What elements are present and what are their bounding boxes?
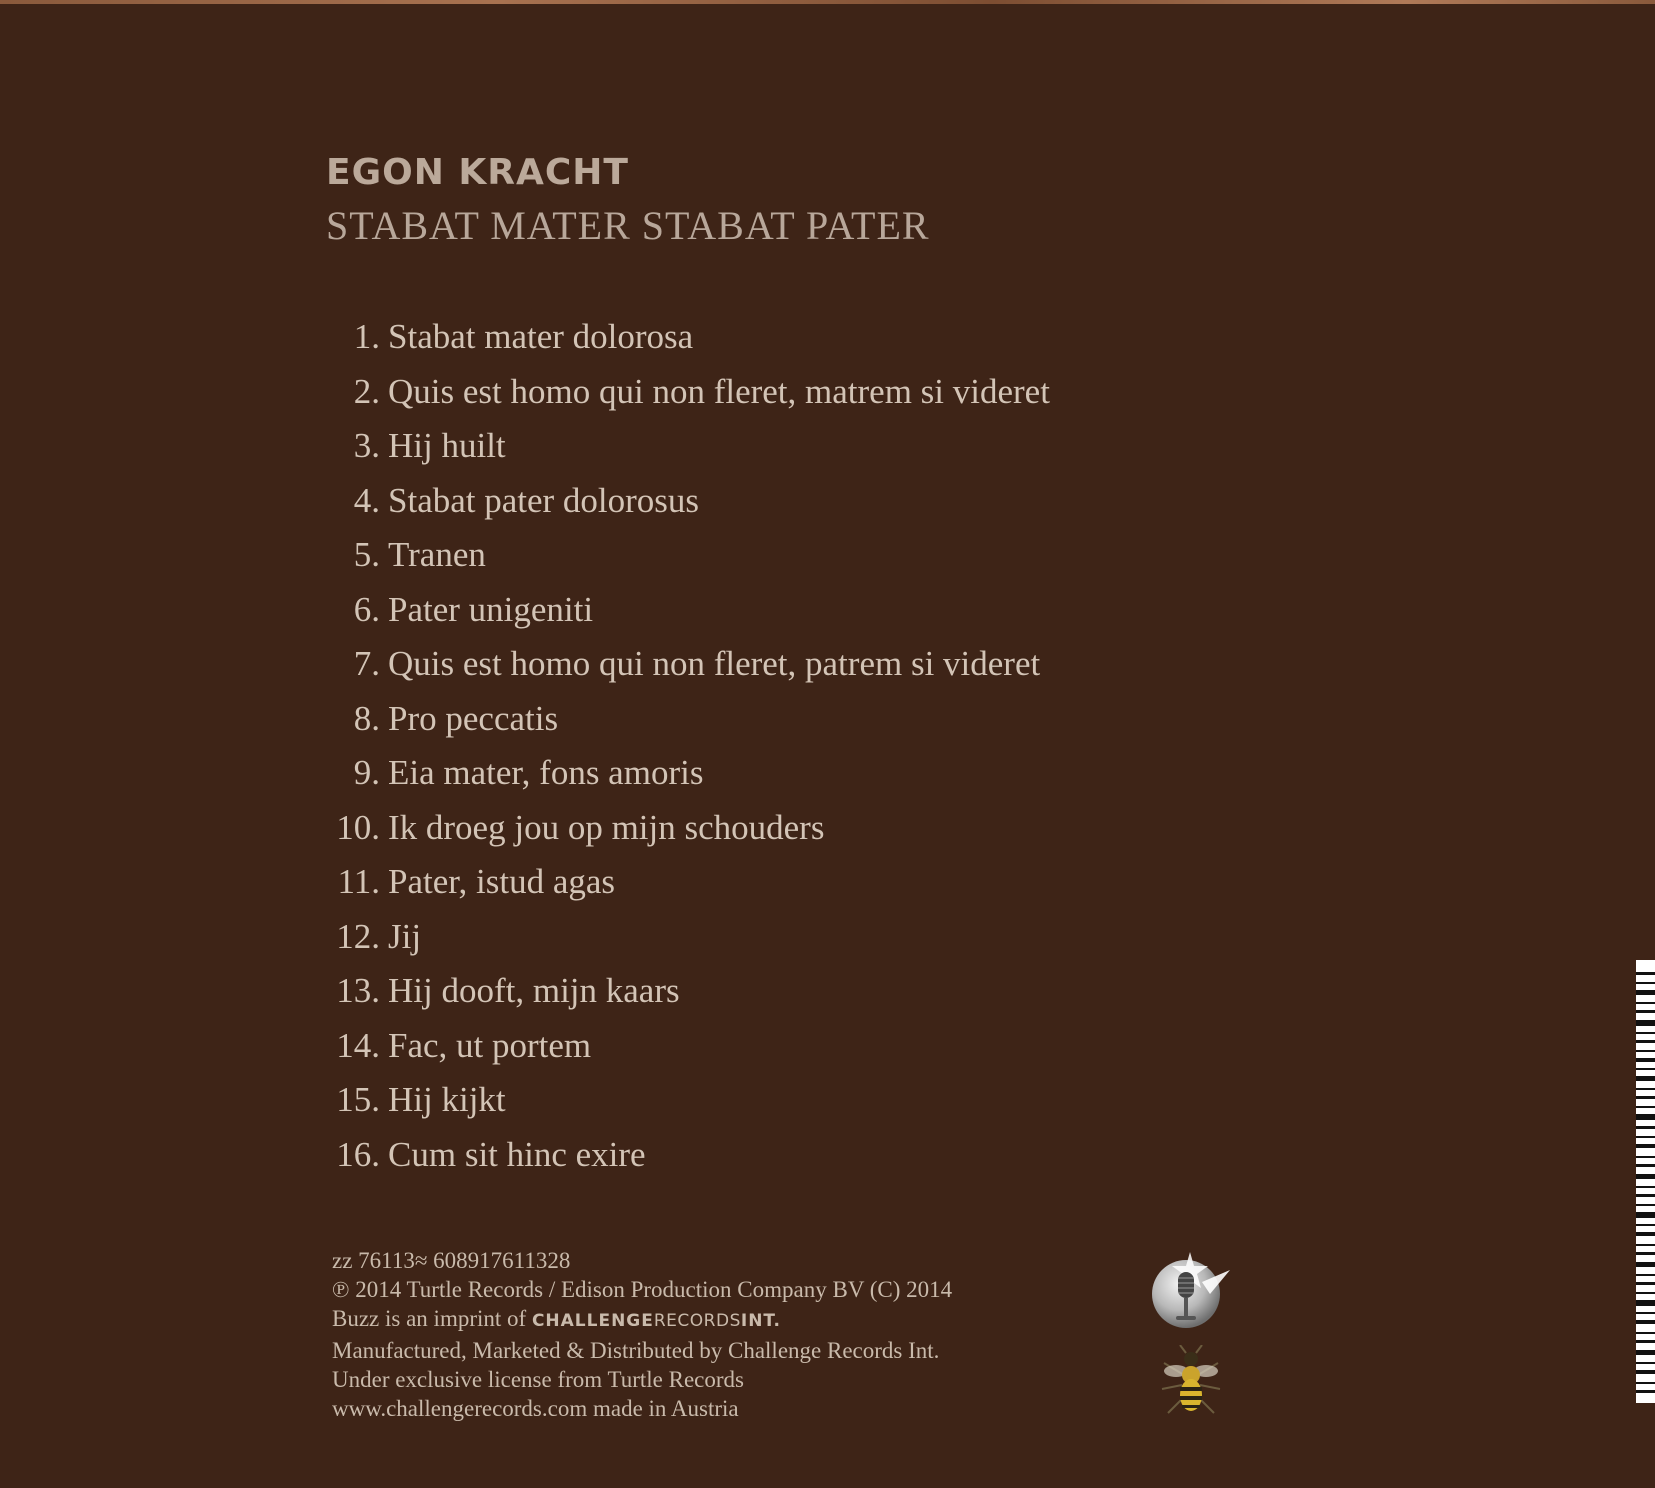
track-number: 12.: [336, 916, 380, 956]
manufactured-line: Manufactured, Marketed & Distributed by Challenge Records Int.: [332, 1338, 940, 1363]
track-number: 4.: [353, 480, 380, 520]
track-item: [326, 692, 1050, 747]
track-item: [326, 528, 1050, 583]
bee-logo-icon: [1158, 1345, 1224, 1419]
track-item: [326, 419, 1050, 474]
track-number: 10.: [336, 807, 380, 847]
microphone-star-logo-icon: [1150, 1252, 1230, 1332]
track-title: Ik droeg jou op mijn schouders: [388, 807, 825, 847]
track-title: Pater unigeniti: [388, 589, 594, 629]
int-brand-word: INT.: [740, 1311, 781, 1331]
track-number: 11.: [337, 862, 380, 902]
track-list: [326, 310, 1050, 1182]
artist-name: EGON KRACHT: [326, 152, 629, 193]
track-title: Quis est homo qui non fleret, matrem si videret: [388, 371, 1050, 411]
track-title: Pro peccatis: [388, 698, 559, 738]
track-number: 2.: [353, 371, 380, 411]
track-number: 13.: [336, 971, 380, 1011]
track-title: Eia mater, fons amoris: [388, 753, 704, 793]
track-number: 9.: [353, 753, 380, 793]
track-title: Jij: [388, 916, 422, 956]
track-item: [326, 637, 1050, 692]
track-title: Pater, istud agas: [388, 862, 616, 902]
track-title: Quis est homo qui non fleret, patrem si videret: [388, 644, 1041, 684]
top-border-strip: [0, 0, 1655, 4]
track-item: [326, 365, 1050, 420]
track-item: [326, 855, 1050, 910]
track-number: 6.: [353, 589, 380, 629]
track-title: Stabat pater dolorosus: [388, 480, 700, 520]
track-title: Hij dooft, mijn kaars: [388, 971, 680, 1011]
track-number: 16.: [336, 1134, 380, 1174]
track-item: [326, 1073, 1050, 1128]
track-item: [326, 474, 1050, 529]
track-item: [326, 801, 1050, 856]
track-item: [326, 1019, 1050, 1074]
track-number: 8.: [353, 698, 380, 738]
track-title: Cum sit hinc exire: [388, 1134, 646, 1174]
track-number: 3.: [353, 426, 380, 466]
catalog-number: zz 76113≈ 608917611328: [332, 1248, 571, 1273]
track-number: 7.: [353, 644, 380, 684]
track-item: [326, 583, 1050, 638]
records-brand-word: RECORDS: [653, 1311, 741, 1331]
copyright-line: ℗ 2014 Turtle Records / Edison Production Company BV (C) 2014: [332, 1277, 953, 1302]
imprint-prefix: Buzz is an imprint of: [332, 1306, 527, 1331]
website-line: www.challengerecords.com made in Austria: [332, 1396, 739, 1421]
track-item: [326, 1128, 1050, 1183]
track-item: [326, 310, 1050, 365]
track-title: Fac, ut portem: [388, 1025, 592, 1065]
track-title: Hij kijkt: [388, 1080, 506, 1120]
credits-block: [332, 1246, 1132, 1423]
track-item: [326, 746, 1050, 801]
track-number: 1.: [353, 317, 380, 357]
track-number: 15.: [336, 1080, 380, 1120]
imprint-line: [332, 1304, 1132, 1336]
track-title: Hij huilt: [388, 426, 506, 466]
barcode-strip: [1636, 960, 1655, 1403]
track-number: 14.: [336, 1025, 380, 1065]
track-title: Stabat mater dolorosa: [388, 317, 694, 357]
track-title: Tranen: [388, 535, 486, 575]
album-title: STABAT MATER STABAT PATER: [326, 203, 930, 248]
track-item: [326, 910, 1050, 965]
track-number: 5.: [353, 535, 380, 575]
track-item: [326, 964, 1050, 1019]
challenge-brand-word: CHALLENGE: [531, 1311, 654, 1331]
license-line: Under exclusive license from Turtle Records: [332, 1367, 744, 1392]
